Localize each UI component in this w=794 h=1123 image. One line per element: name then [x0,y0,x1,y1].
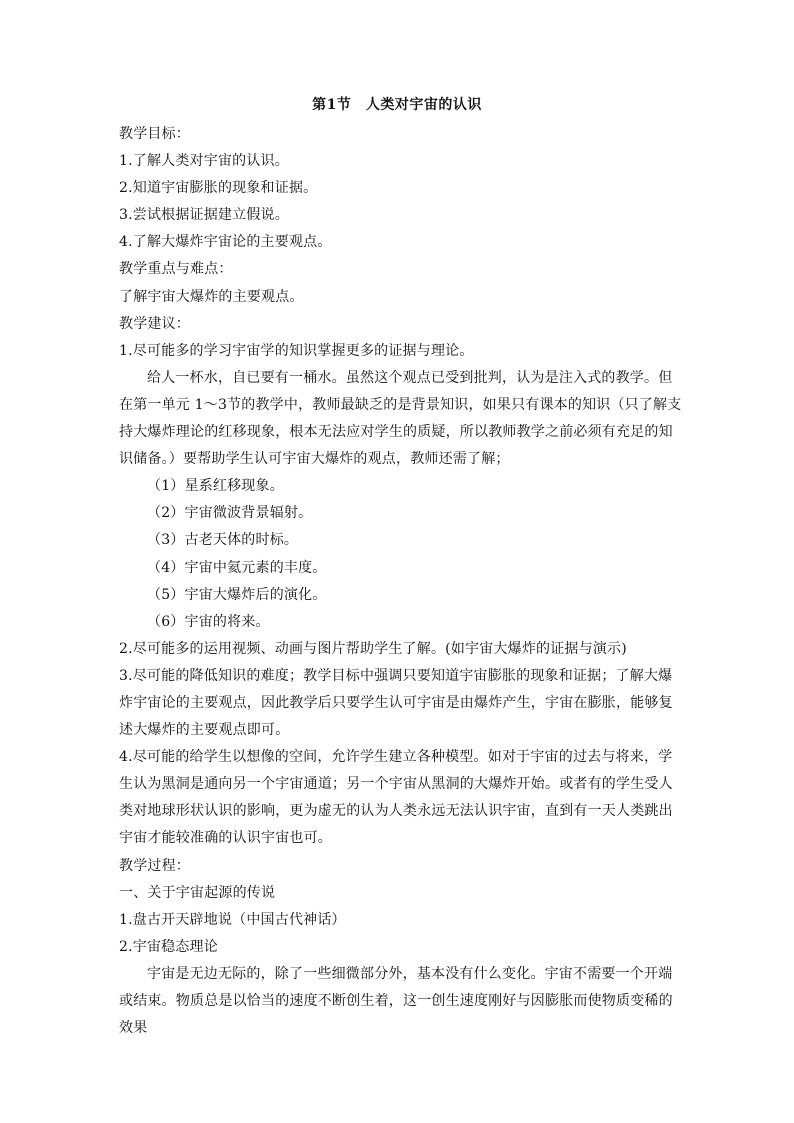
document-title: 第1节 人类对宇宙的认识 [312,97,482,113]
paragraph: 给人一杯水，自已要有一桶水。虽然这个观点已受到批判，认为是注入式的教学。但在第一单元 1～3节的教学中，教师最缺乏的是背景知识，如果只有课本的知识（只了解支持大爆炸理论的红移现象，根本无法应对学生的质疑，所以教师教学之前必须有充足的知识储备。）要帮助学生认可宇宙大爆炸的观点，教师还需了解； [119,369,682,468]
list-item: （2）宇宙微波背景辐射。 [147,505,313,522]
list-item: （5）宇宙大爆炸后的演化。 [147,586,327,603]
paragraph: 1.盘古开天辟地说（中国古代神话） [119,911,346,928]
list-item: （6）宇宙的将来。 [147,613,270,630]
paragraph: 教学目标： [119,126,190,142]
paragraph: 教学建议： [119,315,190,332]
list-item: （3）古老天体的时标。 [147,532,299,549]
list-item: （1）星系红移现象。 [147,478,284,495]
paragraph: 教学过程： [119,857,190,874]
paragraph: 4.了解大爆炸宇宙论的主要观点。 [119,234,332,251]
paragraph: 教学重点与难点： [119,261,233,278]
paragraph: 了解宇宙大爆炸的主要观点。 [119,288,304,305]
list-item: （4）宇宙中氦元素的丰度。 [147,559,327,576]
document-body [119,121,683,1042]
paragraph: 2.尽可能多的运用视频、动画与图片帮助学生了解。(如宇宙大爆炸的证据与演示) [119,640,627,657]
paragraph: 2.宇宙稳态理论 [119,938,218,955]
paragraph: 宇宙是无边无际的，除了一些细微部分外，基本没有什么变化。宇宙不需要一个开端或结束。物质总是以恰当的速度不断创生着，这一创生速度刚好与因膨胀而使物质变稀的效果 [119,965,673,1037]
paragraph: 3.尝试根据证据建立假说。 [119,207,289,224]
paragraph: 一、关于宇宙起源的传说 [119,884,276,901]
paragraph: 4.尽可能的给学生以想像的空间，允许学生建立各种模型。如对于宇宙的过去与将来，学生认为黑洞是通向另一个宇宙通道；另一个宇宙从黑洞的大爆炸开始。或者有的学生受人类对地球形状认识的影响，更为虚无的认为人类永远无法认识宇宙，直到有一天人类跳出宇宙才能较准确的认识宇宙也可。 [119,749,673,847]
paragraph: 2.知道宇宙膨胀的现象和证据。 [119,180,318,197]
paragraph: 3.尽可能的降低知识的难度；教学目标中强调只要知道宇宙膨胀的现象和证据；了解大爆炸宇宙论的主要观点，因此教学后只要学生认可宇宙是由爆炸产生，宇宙在膨胀，能够复述大爆炸的主要观点即可。 [119,667,673,739]
paragraph: 1.了解人类对宇宙的认识。 [119,153,289,170]
paragraph: 1.尽可能多的学习宇宙学的知识掌握更多的证据与理论。 [119,342,474,359]
